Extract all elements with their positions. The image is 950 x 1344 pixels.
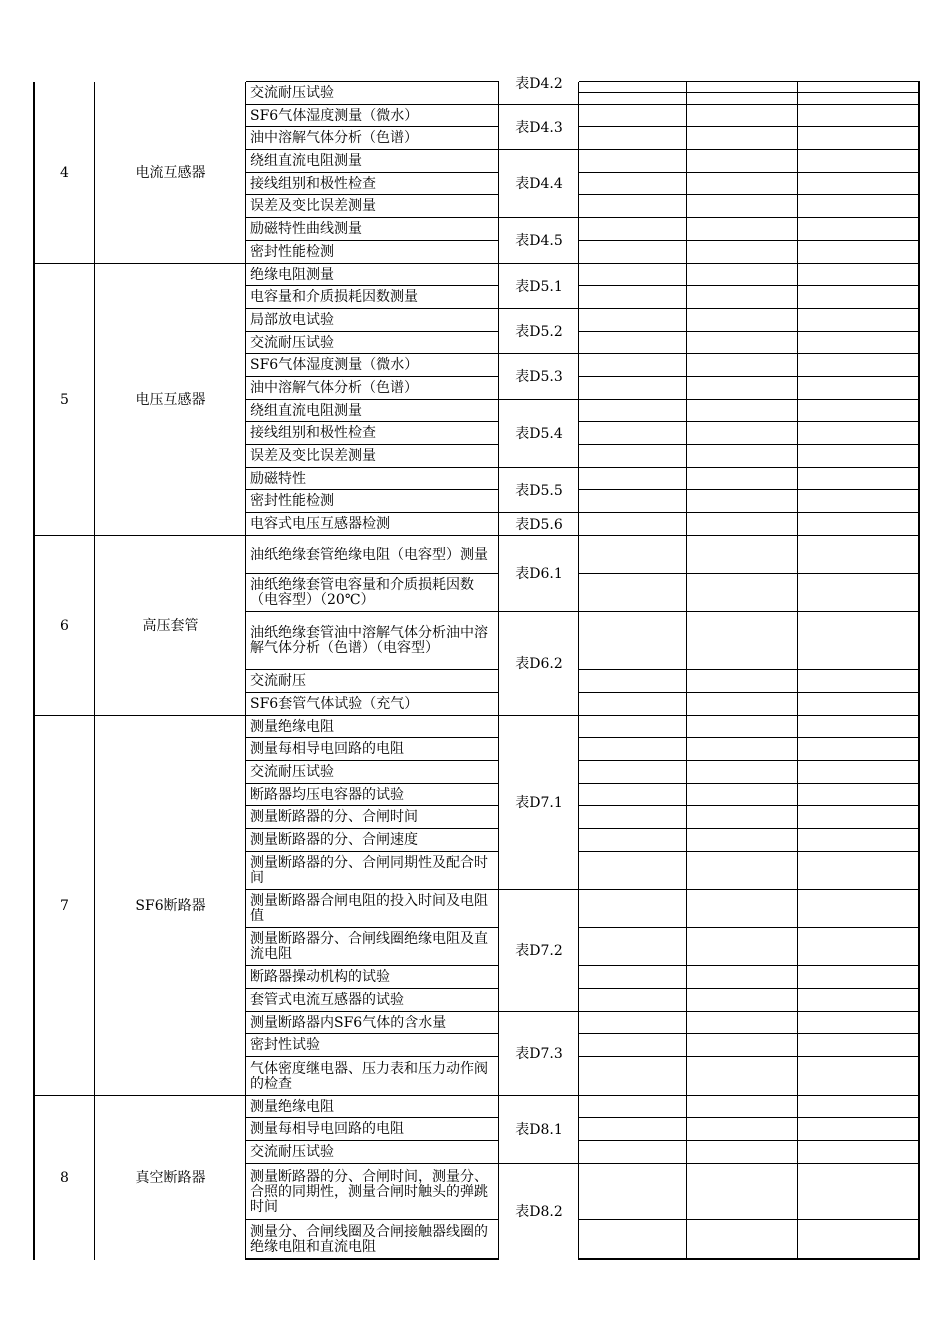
test-item: 油纸绝缘套管油中溶解气体分析油中溶解气体分析（色谱）（电容型） [250,625,488,656]
table-reference: 表D4.5 [515,233,563,249]
group-name: SF6断路器 [135,898,206,914]
row-divider [246,1056,499,1057]
row-divider [579,1219,920,1220]
row-divider [579,1056,920,1057]
group-name: 电压互感器 [135,392,206,408]
test-item: 测量断路器的分、合闸时间 [250,809,418,825]
row-divider [579,92,920,93]
row-divider [246,81,499,82]
row-divider [579,573,920,574]
test-item: 油中溶解气体分析（色谱） [250,380,418,396]
row-divider [499,308,579,309]
row-divider [246,988,499,989]
row-divider [246,760,499,761]
test-item: 交流耐压试验 [250,1144,334,1160]
group-name: 高压套管 [142,618,199,634]
test-item: 励磁特性 [250,470,306,487]
column-divider [686,82,687,1260]
column-divider [797,82,798,1260]
row-divider [246,194,499,195]
test-item: 接线组别和极性检查 [250,425,376,441]
test-item: 测量绝缘电阻 [250,718,334,735]
column-divider [245,82,246,1260]
row-divider [579,399,920,400]
row-divider [246,889,499,890]
row-divider [579,512,920,513]
test-item: 测量断路器内SF6气体的含水量 [250,1014,447,1031]
row-divider [34,715,920,716]
row-divider [246,805,499,806]
row-divider [579,126,920,127]
column-divider [918,82,920,1260]
row-divider [246,851,499,852]
row-divider [579,489,920,490]
row-divider [499,889,579,890]
row-divider [579,965,920,966]
row-divider [34,263,920,264]
test-item: 密封性能检测 [250,493,334,509]
row-divider [579,308,920,309]
row-divider [246,353,499,354]
row-divider [246,965,499,966]
test-item: SF6气体湿度测量（微水） [250,107,419,124]
row-divider [246,573,499,574]
test-item: 电容式电压互感器检测 [250,516,390,532]
group-number: 8 [60,1170,69,1186]
row-divider [246,421,499,422]
row-divider [579,81,920,82]
test-item: 断路器均压电容器的试验 [250,786,404,803]
group-name: 真空断路器 [135,1170,206,1186]
test-item: 绕组直流电阻测量 [250,153,362,169]
group-number: 5 [60,392,69,408]
table-reference: 表D5.6 [515,516,563,533]
row-divider [579,737,920,738]
row-divider [579,1258,920,1260]
row-divider [499,512,579,513]
group-name: 电流互感器 [135,165,206,181]
table-reference: 表D4.3 [515,119,563,136]
table-reference: 表D4.4 [515,176,563,192]
test-item: 局部放电试验 [250,312,334,328]
table-reference: 表D5.2 [515,323,563,340]
row-divider [246,444,499,445]
row-divider [579,172,920,173]
row-divider [579,1163,920,1164]
table-reference: 表D7.2 [515,943,563,959]
row-divider [499,1011,579,1012]
row-divider [579,927,920,928]
test-item: 测量断路器的分、合闸时间，测量分、合照的同期性，测量合闸时触头的弹跳时间 [250,1168,488,1215]
row-divider [246,611,499,612]
table-reference: 表D6.1 [515,566,563,582]
row-divider [246,1011,499,1012]
row-divider [579,467,920,468]
test-item: 测量每相导电回路的电阻 [250,1121,404,1137]
row-divider [579,783,920,784]
row-divider [579,376,920,377]
test-item: 油纸绝缘套管绝缘电阻（电容型）测量 [250,546,488,563]
column-divider [33,82,35,1260]
row-divider [246,172,499,173]
row-divider [246,1163,499,1164]
row-divider [246,669,499,670]
row-divider [579,760,920,761]
test-item: 交流耐压试验 [250,85,334,101]
row-divider [579,1011,920,1012]
column-divider [94,82,95,1260]
table-reference: 表D7.1 [515,795,563,811]
test-item: 绕组直流电阻测量 [250,402,362,419]
row-divider [246,467,499,468]
test-item: 绝缘电阻测量 [250,266,334,283]
row-divider [499,399,579,400]
test-item: 测量断路器的分、合闸速度 [250,832,418,848]
table-reference: 表D6.2 [515,656,563,672]
row-divider [579,988,920,989]
test-item: 误差及变比误差测量 [250,448,376,464]
test-item: 测量分、合闸线圈及合闸接触器线圈的绝缘电阻和直流电阻 [250,1224,488,1255]
row-divider [246,1219,499,1220]
row-divider [246,331,499,332]
test-item: 交流耐压 [250,673,306,689]
test-item: 套管式电流互感器的试验 [250,992,404,1008]
test-item: 电容量和介质损耗因数测量 [250,289,418,305]
row-divider [246,240,499,241]
row-divider [34,1095,920,1096]
test-item: SF6套管气体试验（充气） [250,696,419,712]
row-divider [579,851,920,852]
row-divider [579,240,920,241]
row-divider [579,444,920,445]
test-item: 交流耐压试验 [250,334,334,351]
group-number: 4 [60,165,69,181]
row-divider [579,611,920,612]
table-reference: 表D5.1 [515,278,563,295]
row-divider [499,104,579,105]
column-divider [498,82,499,1260]
row-divider [246,285,499,286]
row-divider [246,1140,499,1141]
row-divider [499,353,579,354]
row-divider [246,828,499,829]
row-divider [579,421,920,422]
row-divider [579,669,920,670]
row-divider [34,535,920,536]
row-divider [579,692,920,693]
column-divider [578,82,579,1260]
row-divider [499,149,579,150]
row-divider [246,512,499,513]
test-item: 励磁特性曲线测量 [250,221,362,237]
table-reference: 表D8.2 [515,1204,563,1220]
test-item: SF6气体湿度测量（微水） [250,357,419,373]
row-divider [246,149,499,150]
test-item: 交流耐压试验 [250,764,334,780]
row-divider [579,828,920,829]
row-divider [579,194,920,195]
row-divider [246,399,499,400]
row-divider [579,331,920,332]
row-divider [246,1258,499,1260]
row-divider [246,104,499,105]
row-divider [579,149,920,150]
row-divider [246,217,499,218]
row-divider [246,308,499,309]
test-item: 密封性能检测 [250,244,334,260]
test-item: 测量每相导电回路的电阻 [250,741,404,757]
table-reference: 表D7.3 [515,1046,563,1062]
row-divider [246,489,499,490]
test-item: 接线组别和极性检查 [250,175,376,192]
test-item: 误差及变比误差测量 [250,198,376,214]
row-divider [246,737,499,738]
row-divider [499,611,579,612]
test-item: 断路器操动机构的试验 [250,969,390,985]
test-item: 密封性试验 [250,1037,320,1053]
group-number: 7 [60,898,69,914]
test-item: 测量断路器分、合闸线圈绝缘电阻及直流电阻 [250,931,488,962]
table-reference: 表D4.2 [515,76,563,92]
row-divider [499,217,579,218]
test-item: 测量绝缘电阻 [250,1098,334,1115]
row-divider [246,376,499,377]
row-divider [579,353,920,354]
row-divider [579,1033,920,1034]
table-reference: 表D5.3 [515,369,563,385]
test-item: 测量断路器合闸电阻的投入时间及电阻值 [250,893,488,924]
test-item: 油纸绝缘套管电容量和介质损耗因数（电容型）（20℃） [250,577,474,608]
row-divider [246,1033,499,1034]
table-reference: 表D5.5 [515,482,563,499]
row-divider [579,805,920,806]
row-divider [246,692,499,693]
row-divider [499,1163,579,1164]
test-item: 油中溶解气体分析（色谱） [250,130,418,146]
row-divider [246,1117,499,1118]
table-reference: 表D8.1 [515,1122,563,1138]
row-divider [579,217,920,218]
row-divider [499,467,579,468]
table-reference: 表D5.4 [515,426,563,442]
row-divider [579,104,920,105]
row-divider [246,783,499,784]
test-item: 气体密度继电器、压力表和压力动作阀的检查 [250,1060,488,1092]
group-number: 6 [60,618,69,634]
test-item: 测量断路器的分、合闸同期性及配合时间 [250,855,488,886]
row-divider [246,927,499,928]
row-divider [579,1117,920,1118]
row-divider [579,285,920,286]
row-divider [246,126,499,127]
row-divider [579,1140,920,1141]
row-divider [579,889,920,890]
